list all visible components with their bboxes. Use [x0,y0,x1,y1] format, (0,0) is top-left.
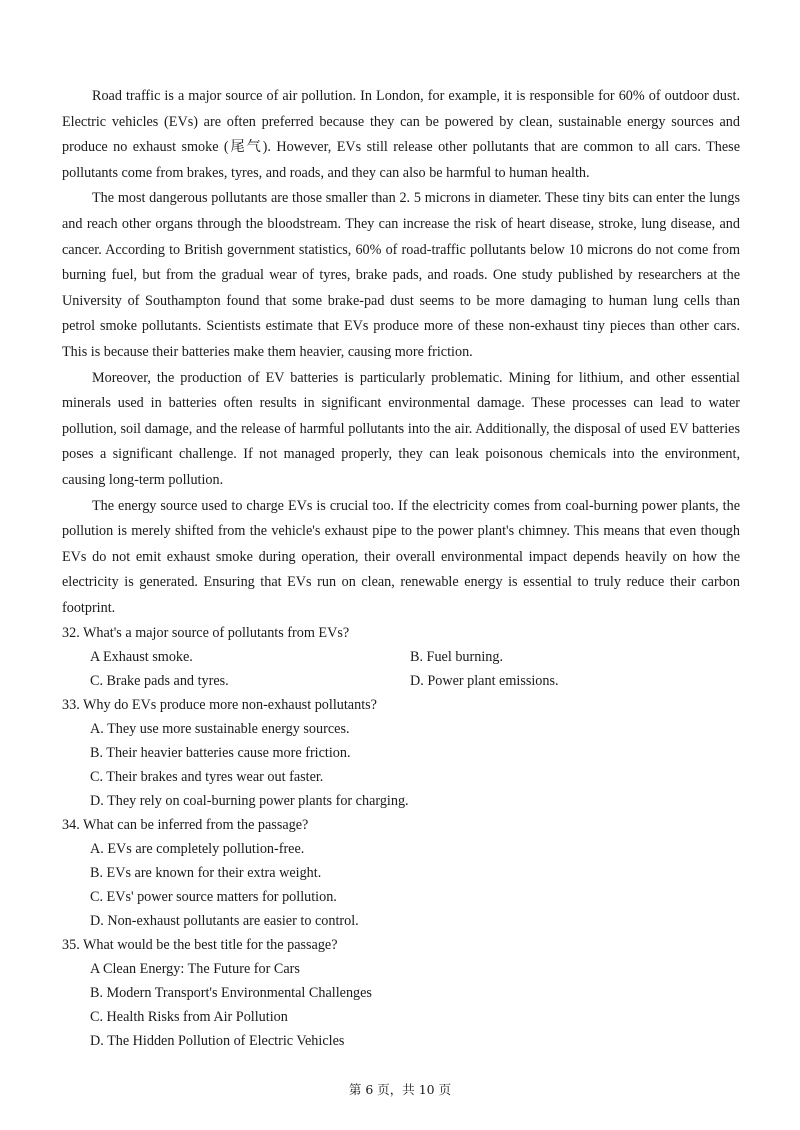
question-stem: 34. What can be inferred from the passage? [62,817,309,834]
reading-passage [62,84,740,621]
option-list [62,717,740,813]
option-list [62,957,740,1053]
option-c: C. Health Risks from Air Pollution [90,1009,288,1026]
exam-page [62,84,740,1053]
question-stem: 33. Why do EVs produce more non-exhaust pollutants? [62,697,377,714]
question-33 [62,693,740,813]
question-32 [62,621,740,693]
option-c: C. Brake pads and tyres. [90,673,229,690]
option-b: B. Their heavier batteries cause more friction. [90,745,351,762]
question-34 [62,813,740,933]
option-c: C. EVs' power source matters for pollution. [90,889,337,906]
passage-paragraph-1: Road traffic is a major source of air pollution. In London, for example, it is responsible for 60% of outdoor dust. Electric vehicles (EVs) are often preferred because they can be powered by clean, sustainable energy sources and produce no exhaust smoke (尾气). However, EVs still release other pollutants that are common to all cars. These pollutants come from brakes, tyres, and roads, and they can also be harmful to human health. [62,88,740,181]
option-list [62,645,740,693]
option-a: A Exhaust smoke. [90,649,193,666]
option-b: B. Modern Transport's Environmental Challenges [90,985,372,1002]
page-number: 第 6 页，共 10 页 [348,1082,452,1097]
option-b: B. EVs are known for their extra weight. [90,865,322,882]
question-stem: 35. What would be the best title for the passage? [62,937,338,954]
passage-paragraph-4: The energy source used to charge EVs is crucial too. If the electricity comes from coal-burning power plants, the pollution is merely shifted from the vehicle's exhaust pipe to the power plant's chimney. This means that even though EVs do not emit exhaust smoke during operation, their overall environmental impact depends heavily on how the electricity is generated. Ensuring that EVs run on clean, renewable energy is essential to truly reduce their carbon footprint. [62,497,740,616]
question-stem: 32. What's a major source of pollutants from EVs? [62,625,350,642]
option-d: D. They rely on coal-burning power plants for charging. [90,793,409,810]
option-list [62,837,740,933]
option-c: C. Their brakes and tyres wear out faster. [90,769,324,786]
question-35 [62,933,740,1053]
option-d: D. Power plant emissions. [410,673,559,690]
question-list [62,621,740,1053]
option-a: A Clean Energy: The Future for Cars [90,961,300,978]
passage-paragraph-3: Moreover, the production of EV batteries is particularly problematic. Mining for lithium, and other essential minerals used in batteries often results in significant environmental damage. These processes can lead to water pollution, soil damage, and the release of harmful pollutants into the air. Additionally, the disposal of used EV batteries poses a significant challenge. If not managed properly, they can leak poisonous chemicals into the environment, causing long-term pollution. [62,369,740,488]
passage-paragraph-2: The most dangerous pollutants are those smaller than 2. 5 microns in diameter. These tiny bits can enter the lungs and reach other organs through the bloodstream. They can increase the risk of heart disease, stroke, lung disease, and cancer. According to British government statistics, 60% of road-traffic pollutants below 10 microns do not come from burning fuel, but from the gradual wear of tyres, brake pads, and roads. One study published by researchers at the University of Southampton found that some brake-pad dust seems to be more damaging to human lung cells than petrol smoke pollutants. Scientists estimate that EVs produce more of these non-exhaust tiny pieces than other cars. This is because their batteries make them heavier, causing more friction. [62,190,740,360]
option-a: A. They use more sustainable energy sources. [90,721,350,738]
option-b: B. Fuel burning. [410,649,504,666]
option-d: D. Non-exhaust pollutants are easier to control. [90,913,359,930]
option-d: D. The Hidden Pollution of Electric Vehicles [90,1033,345,1050]
option-a: A. EVs are completely pollution-free. [90,841,305,858]
